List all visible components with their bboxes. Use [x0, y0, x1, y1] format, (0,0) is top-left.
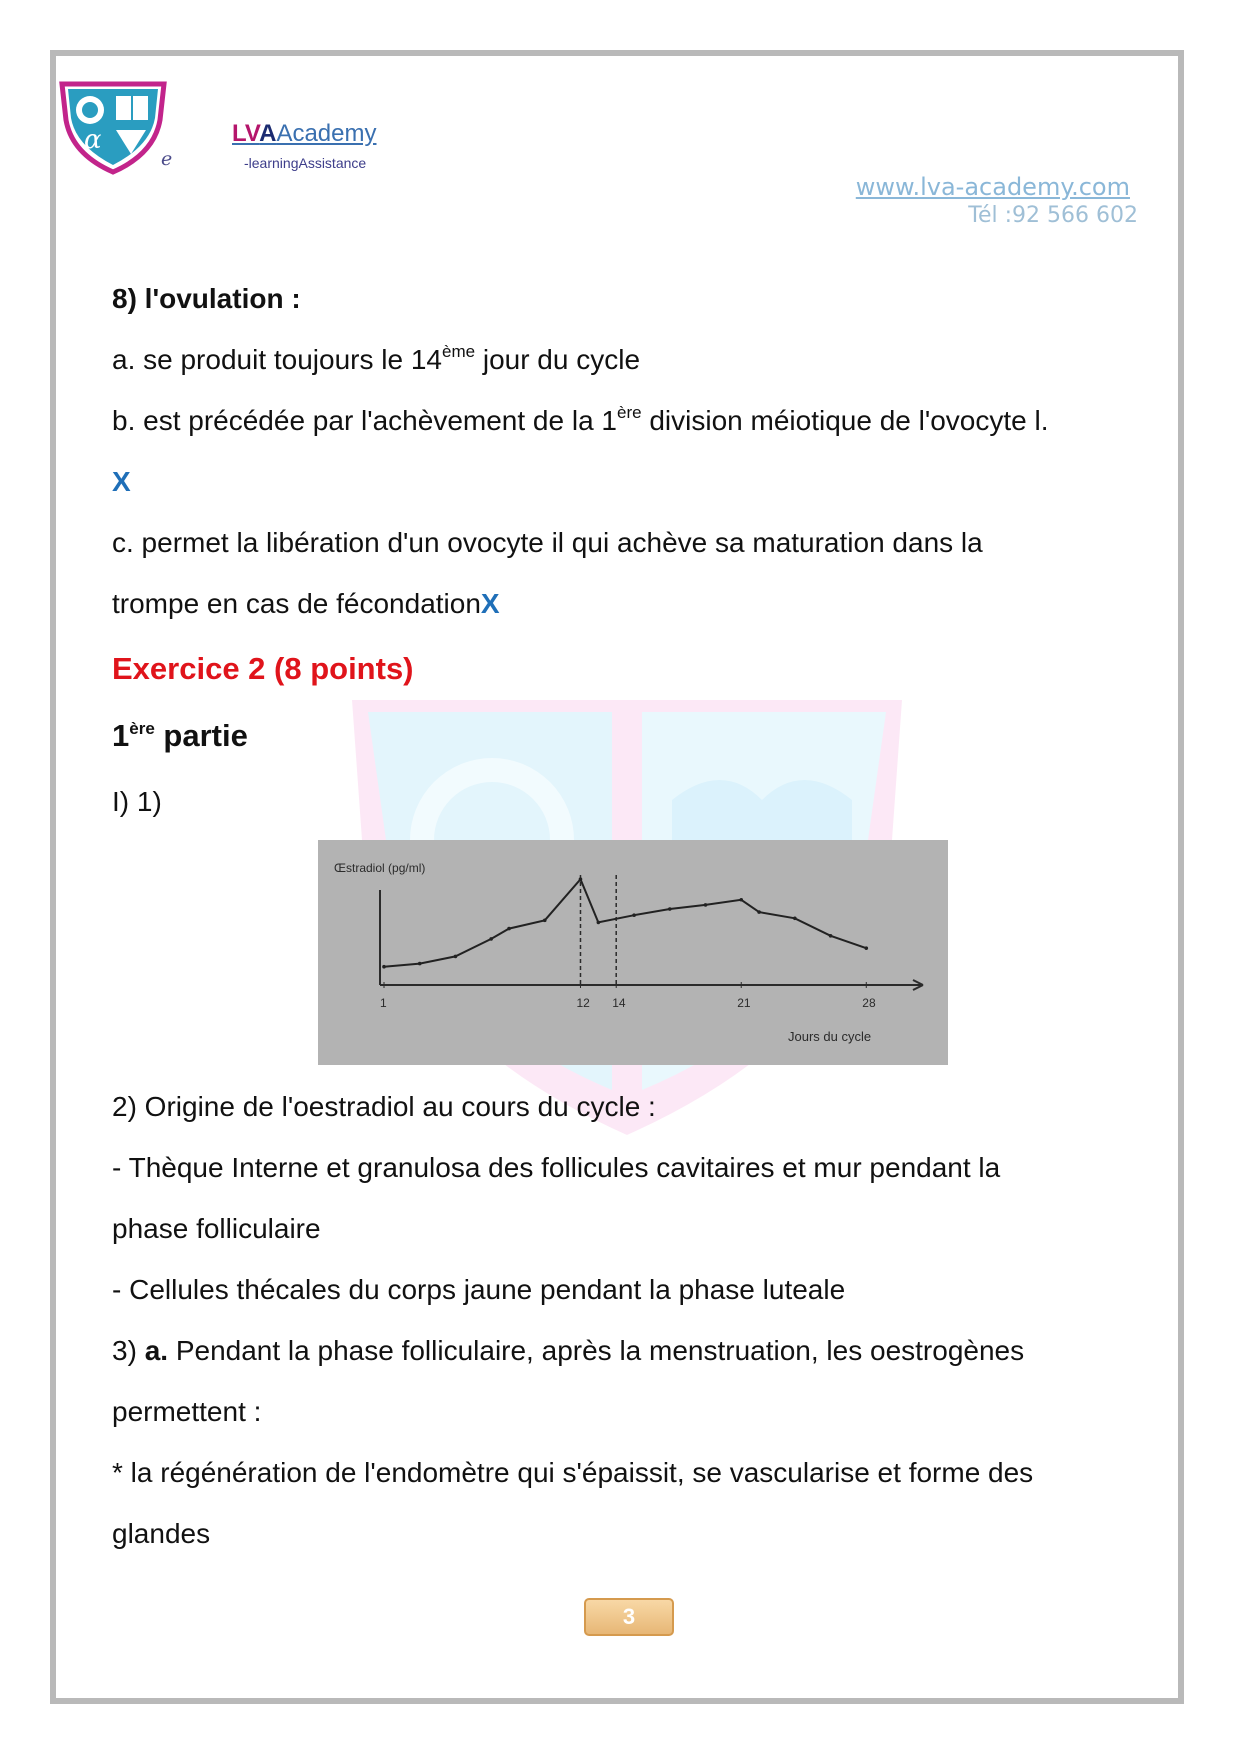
- data-point-9: [668, 907, 672, 911]
- brand-name[interactable]: LVAAcademy: [232, 120, 377, 147]
- data-point-10: [704, 903, 708, 907]
- oestradiol-chart: [318, 840, 948, 1065]
- svg-text:α: α: [84, 125, 102, 155]
- x-tick-label-1: 12: [576, 996, 590, 1010]
- x-tick-label-4: 28: [862, 996, 876, 1010]
- answer-8a: a. se produit toujours le 14ème jour du cycle: [112, 342, 641, 375]
- y-axis-label: Œstradiol (pg/ml): [334, 861, 426, 875]
- data-point-13: [793, 916, 797, 920]
- answer-8b-mark: X: [112, 466, 131, 497]
- data-point-11: [739, 898, 743, 902]
- page-number: 3: [584, 1598, 674, 1636]
- lva-shield-logo: [58, 80, 168, 176]
- answer-3a-item-line1: * la régénération de l'endomètre qui s'épaissit, se vascularise et forme des: [112, 1457, 1034, 1488]
- answer-8b: b. est précédée par l'achèvement de la 1ère division méiotique de l'ovocyte l.: [112, 403, 1049, 436]
- data-point-6: [579, 877, 583, 881]
- data-point-5: [543, 919, 547, 923]
- answer-8c-line2: trompe en cas de fécondationX: [112, 588, 500, 619]
- data-point-4: [507, 927, 511, 931]
- answer-2a-line1: - Thèque Interne et granulosa des follicules cavitaires et mur pendant la: [112, 1152, 1001, 1183]
- data-point-0: [382, 965, 386, 969]
- question-I-1: I) 1): [112, 786, 162, 817]
- question-8-title: 8) l'ovulation :: [112, 283, 301, 314]
- answer-8c-line1: c. permet la libération d'un ovocyte il qui achève sa maturation dans la: [112, 527, 983, 558]
- answer-8c-mark: X: [480, 588, 500, 619]
- brand-tagline: -learningAssistance: [244, 155, 367, 171]
- question-3a: 3) a. Pendant la phase folliculaire, après la menstruation, les oestrogènes: [112, 1335, 1025, 1366]
- oestradiol-chart-photo: [318, 840, 948, 1065]
- data-point-15: [864, 946, 868, 950]
- question-3a-line2: permettent :: [112, 1396, 262, 1427]
- data-point-7: [597, 921, 601, 925]
- question-2: 2) Origine de l'oestradiol au cours du cycle :: [112, 1091, 656, 1122]
- answer-2a-line2: phase folliculaire: [112, 1213, 321, 1244]
- x-tick-label-3: 21: [737, 996, 751, 1010]
- data-point-2: [454, 955, 458, 959]
- part-1-heading: 1ère partie: [112, 718, 248, 753]
- data-point-12: [757, 910, 761, 914]
- logo-letter: e: [161, 148, 173, 170]
- data-point-3: [489, 937, 493, 941]
- data-point-8: [632, 913, 636, 917]
- telephone: Tél :92 566 602: [968, 203, 1138, 228]
- data-point-1: [418, 962, 422, 966]
- oestradiol-series-line: [384, 879, 866, 967]
- x-axis-label: Jours du cycle: [788, 1029, 872, 1044]
- answer-2b: - Cellules thécales du corps jaune pendant la phase luteale: [112, 1274, 846, 1305]
- x-tick-label-2: 14: [612, 996, 626, 1010]
- exercise-2-title: Exercice 2 (8 points): [112, 651, 414, 686]
- answer-3a-item-line2: glandes: [112, 1518, 211, 1549]
- website-link[interactable]: www.lva-academy.com: [855, 173, 1130, 201]
- data-point-14: [829, 934, 833, 938]
- x-tick-label-0: 1: [380, 996, 387, 1010]
